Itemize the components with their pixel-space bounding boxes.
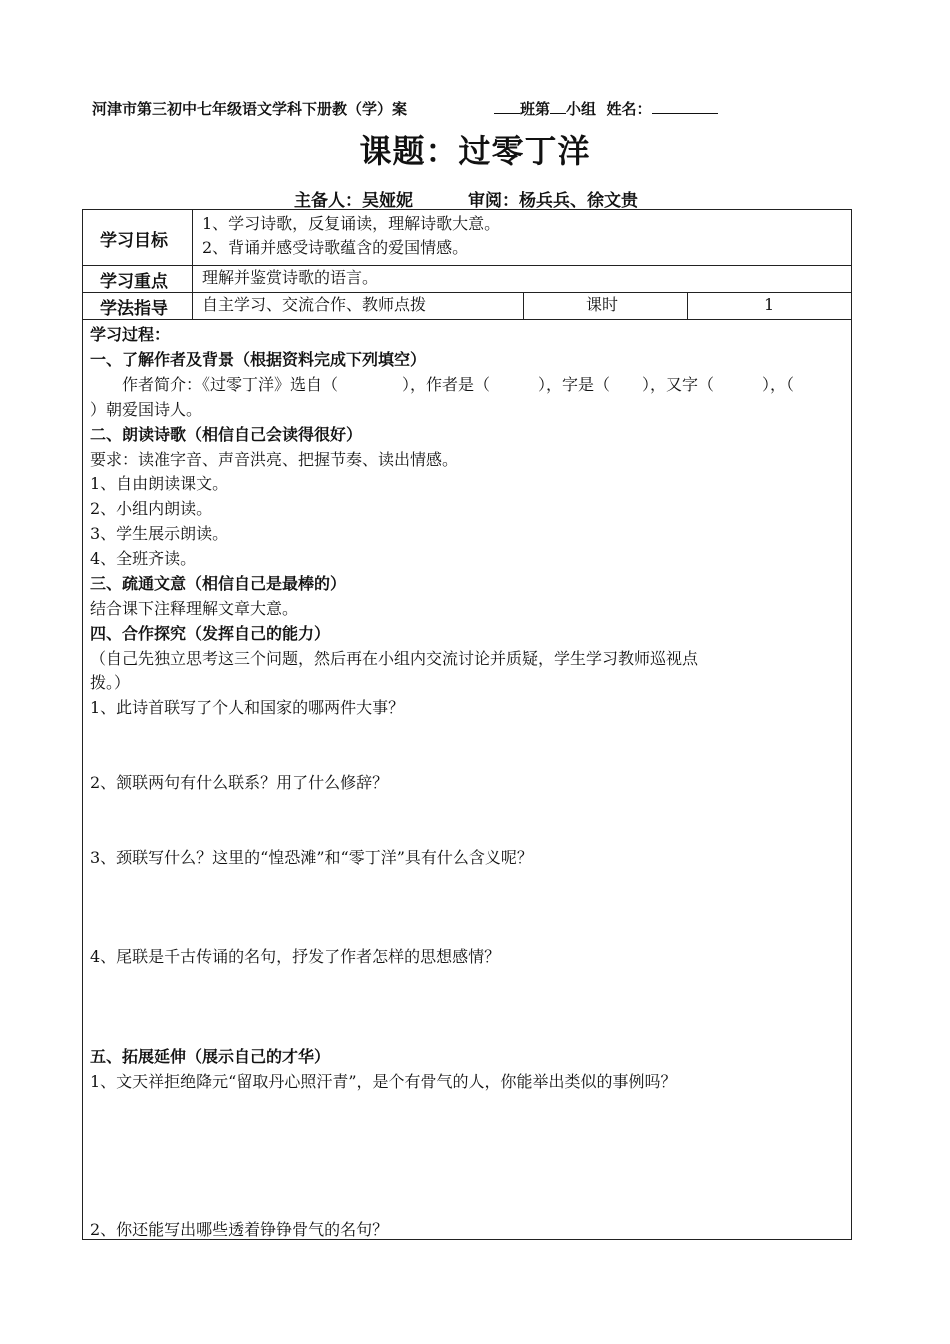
extension-question-2: 2、你还能写出哪些透着铮铮骨气的名句？	[90, 1220, 389, 1239]
process-heading: 学习过程：	[90, 325, 171, 344]
class-group-name-fields	[494, 98, 718, 119]
reading-requirements: 要求：读准字音、声音洪亮、把握节奏、读出情感。	[90, 450, 459, 469]
method-text: 自主学习、交流合作、教师点拨	[202, 295, 427, 314]
goal-label: 学习目标	[100, 231, 168, 251]
class-label: 班第	[520, 100, 551, 118]
row-divider	[82, 265, 852, 266]
reviewer: 审阅：杨兵兵、徐文贵	[468, 191, 638, 211]
extension-question-1: 1、文天祥拒绝降元“留取丹心照汗青”，是个有骨气的人，你能举出类似的事例吗？	[90, 1072, 677, 1091]
group-label: 小组	[566, 100, 597, 118]
author-intro-line-2: ）朝爱国诗人。	[90, 400, 203, 419]
name-label: 姓名：	[606, 100, 652, 118]
preparer: 主备人：吴娅妮	[294, 191, 413, 211]
class-blank[interactable]	[494, 99, 520, 114]
row-divider	[82, 319, 852, 320]
row-divider	[82, 292, 852, 293]
page-title: 课题：过零丁洋	[359, 132, 591, 170]
key-label: 学习重点	[100, 272, 168, 292]
reading-step-4: 4、全班齐读。	[90, 549, 197, 568]
school-course-heading: 河津市第三初中七年级语文学科下册教（学）案	[92, 100, 408, 118]
section-4-title: 四、合作探究（发挥自己的能力）	[90, 624, 331, 643]
goal-line-1: 1、学习诗歌，反复诵读，理解诗歌大意。	[202, 214, 501, 233]
name-blank[interactable]	[652, 99, 718, 114]
question-4: 4、尾联是千古传诵的名句，抒发了作者怎样的思想感情？	[90, 947, 501, 966]
reading-step-1: 1、自由朗读课文。	[90, 474, 229, 493]
hours-label: 课时	[586, 295, 619, 314]
section-5-title: 五、拓展延伸（展示自己的才华）	[90, 1047, 331, 1066]
hours-value: 1	[764, 295, 775, 314]
section-2-title: 二、朗读诗歌（相信自己会读得很好）	[90, 425, 363, 444]
key-text: 理解并鉴赏诗歌的语言。	[202, 268, 379, 287]
author-intro-line-1: 作者简介：《过零丁洋》选自（ ），作者是（ ），字是（ ），又字（ ），（	[90, 375, 795, 394]
section-3-title: 三、疏通文意（相信自己是最棒的）	[90, 574, 347, 593]
section-4-note-line-2: 拨。）	[90, 673, 131, 692]
reading-step-3: 3、学生展示朗读。	[90, 524, 229, 543]
section-3-text: 结合课下注释理解文章大意。	[90, 599, 299, 618]
group-number-blank[interactable]	[550, 99, 566, 114]
column-divider	[523, 292, 524, 320]
column-divider	[687, 292, 688, 320]
section-1-title: 一、了解作者及背景（根据资料完成下列填空）	[90, 350, 427, 369]
goal-line-2: 2、背诵并感受诗歌蕴含的爱国情感。	[202, 238, 469, 257]
reading-step-2: 2、小组内朗读。	[90, 499, 213, 518]
method-label: 学法指导	[100, 299, 168, 319]
question-2: 2、颔联两句有什么联系？用了什么修辞？	[90, 773, 389, 792]
question-1: 1、此诗首联写了个人和国家的哪两件大事？	[90, 698, 405, 717]
section-4-note-line-1: （自己先独立思考这三个问题，然后再在小组内交流讨论并质疑，学生学习教师巡视点	[90, 649, 699, 668]
column-divider	[192, 209, 193, 320]
question-3: 3、颈联写什么？这里的“惶恐滩”和“零丁洋”具有什么含义呢？	[90, 848, 533, 867]
